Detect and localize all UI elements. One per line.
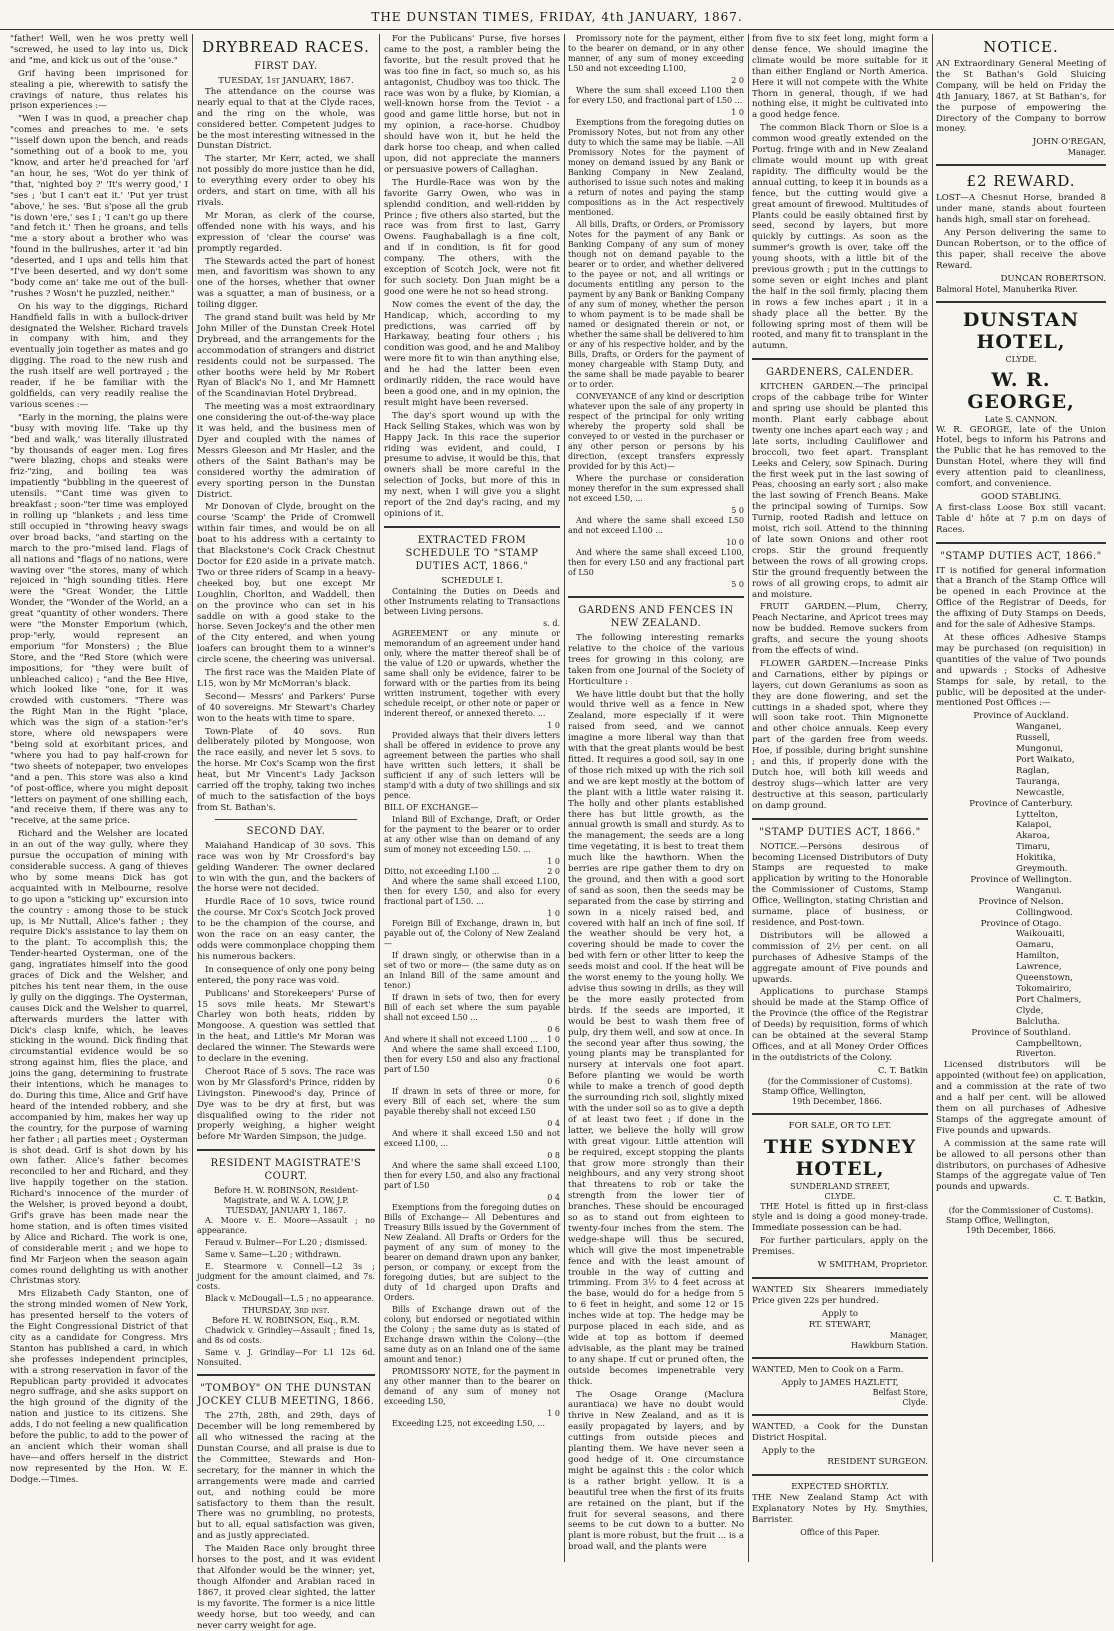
paragraph: The Hurdle-Race was won by the favorite Garry Owen, who was in splendid condition, and well-ridden by Prince ; five others also started, but the race was from first to last, Garry Owens. Faughaballagh is a fine colt, and if in condition, is fit for good company. The others, with the exception of Scotch Jock, were not fit for such society. Don Juan might be a good one were he not so head strong. [384,177,560,297]
paragraph: Distributors will be allowed a commission of 2½ per cent. on all purchases of Adhesive Stamps of the aggregate amount of Five pounds and upwards. [752,930,928,985]
paragraph: Mr Donovan of Clyde, brought on the course 'Scamp' the Pride of Cromwell within fair times, and would be on all boat to his address with a certainty to that Blackstone's Cock Crack Chestnut Doctor for £20 aside in a private match. Two or three riders of Scamp in a heavy-cheeked boy, but one except Mr Loughlin, Chorlton, and Waddell, then on the province who can set in his saddle on with a good stake to the horse. Seven Jockey's and the other men of the City entered, and when young loafers can brought them to a winner's circle scene, the cheering was universal. [197,502,375,666]
duty-item: Foreign Bill of Exchange, drawn in, but payable out of, the Colony of New Zealand— [384,918,560,948]
paragraph: The following interesting remarks relative to the choice of the various trees for growing in this colony, are taken from one Journal of the Society of Horticulture : [568,633,744,687]
paragraph: At these offices Adhesive Stamps may be purchased (on requisition) in quantities of the value of Two pounds and upwards ; Stocks of Adhesive Stamps for sale, by retail, to the public, will be deposited at the under-mentioned Post Offices :— [936,633,1106,709]
apply-to: Apply to the [762,1446,815,1457]
paragraph: The Maiden Race only brought three horses to the post, and it was evident that Alfonder would be the winner; yet, though Alfonder and Arabian raced in 1867, it proved clear sighted, the latter is my favorite. The former is a nice little weedy horse, but too weedy, and can never carry weight for age. [197,1544,375,1631]
column-rule [379,34,380,1562]
paragraph: Second— Messrs' and Parkers' Purse of 40 sovereigns. Mr Stewart's Charley won to the heats with time to spare. [197,691,375,724]
masthead-title: THE DUNSTAN TIMES, FRIDAY, 4th JANUARY, 1867. [371,9,743,24]
court-case: Feraud v. Bulmer—For L.20 ; dismissed. [205,1238,368,1248]
paragraph: Mrs Elizabeth Cady Stanton, one of the strong minded women of New York, has presented herself to the voters of the Eight Congressional District of that city as a candidate for Congress. Mrs Stanton has published a card, in which she professes independent principles, with a strong reservation in favor of the Republican party provided it advocates negro suffrage, and she asks support on the high ground of the dignity of the nation and justice to its citizens. She adds, I do not feeling a new qualification before the public, to add to the power of an ancient which their woman shall have—and offers herself in the district now represented by the Hon. W. E. Dodge.—Times. [10,1289,188,1485]
duty-item: Ditto, not exceeding L100 ... [384,866,500,876]
hotel-address: SUNDERLAND STREET, [790,1181,890,1191]
duty-item: And where the same shall exceed L100, then for every L50, and also any fractional part of L50 [384,1160,560,1190]
hotel-town: CLYDE. [824,1191,856,1201]
paragraph: The grand stand built was held by Mr John Miller of the Dunstan Creek Hotel Drybread, and the arrangements for the accommodation of strangers and district residents could not be surpassed. The other booths were held by Mr Robert Ryan of Black's No 1, and Mr Hamnett of the Scandinavian Hotel Drybread. [197,313,375,400]
article-subheading: SECOND DAY. [246,825,326,837]
divider [752,1277,928,1279]
paragraph: Richard and the Welsher are located in an out of the way gully, where they pursue the occupation of mining with considerable success. A gang of thieves who by some means Dick has got acquainted with in Melbourne, resolve to go upon a "sticking up" excursion into the country : among those to be stuck up, is Mr Nuttall, Alice's father ; they require Dick's assistance to lay them on to the plant. To accomplish this, the Tender-hearted Oysterman, one of the gang, ingratiates himself into the good graces of Dick and the Welsher, and pitches his tent near them, in the ouse ly gully on the diggings. The Oysterman, causes Dick and the Welsher to quarrel, afterwards murders the latter with Dick's clasp knife, which, he leaves sticking in the wound. Dick finding that circumstantial evidence would be so strong against him, flies the place, and joins the gang, determining to frustrate their intentions, which he manages to do. During this time, Alice and Grif have heard of the intended robbery, and she accompanied by him, makes her way up the country, for the purpose of warning her father ; all parties meet ; Oysterman is shot dead. Grif is shot down by his own father. Alice's father becomes reconciled to her and Richard, and they live happily together on the station. Richard's innocence of the murder of the Welsher, is proved beyond a doubt, Grif's grave has been made near the home station, and is often times visited by Alice and Richard. The work is one, of considerable merit ; and we hope to find Mr Farjeon when the season again comes round delighting us with another Christmas story. [10,829,188,1287]
duty-item: And where it shall not exceed L100 ... [384,1034,538,1044]
duty-value: 0 4 [547,1192,560,1202]
duty-row [384,867,560,877]
post-office-list [936,1039,1106,1061]
duty-item: PROMISSORY NOTE, for the payment in any other manner than to the bearer on demand of any sum of money not exceeding L50, [384,1366,560,1406]
duty-value: 1 0 [547,720,560,730]
post-office-item: Russell, [1016,733,1051,744]
paragraph: Publicans' and Storekeepers' Purse of 15 sovs mile heats. Mr Stewart's Charley won both heats, ridden by Mongoose. A question was settled that in the heat, and Little's Mr Moran was declared the winner. The Stewards were to declare in the evening. [197,988,375,1065]
signature: DUNCAN ROBERTSON. [1000,273,1106,284]
column-rule [748,34,749,1562]
paragraph: Grif having been imprisoned for stealing a pie, wherewith to satisfy the cravings of nature, thus relates his prison experiences :— [10,68,188,112]
post-office-item: Tokomairiro, [1016,984,1072,994]
duty-value: 1 0 [547,908,560,918]
paragraph: On his way to the diggings, Richard Handfield falls in with a bullock-driver designated the Welsher. Richard travels in company with him, and they eventually join together as mates and go digging. The road to the new rush and the rush itself are well portrayed ; the reader, if he be familiar with the goldfields, can very readily realise the various scenes :— [10,301,188,410]
duty-row [384,1035,560,1045]
duty-value: 0 4 [547,1118,560,1128]
ad-heading: FOR SALE, OR TO LET. [788,1120,892,1131]
duty-item: Where the sum shall exceed L100 then for every L50, and fractional part of L50 ... [568,86,744,105]
column-4 [568,34,744,1562]
column-rule [564,34,565,1562]
signature-date: 19th December, 1866. [966,1226,1056,1236]
post-office-item: Hamilton, [1016,951,1060,962]
post-office-list [936,929,1106,1027]
signature-place: Stamp Office, Wellington, [762,1086,866,1096]
divider [197,1149,375,1151]
divider [752,1357,928,1359]
ad-heading: "STAMP DUTIES ACT, 1866." [940,550,1102,562]
paragraph: For further particulars, apply on the Premises. [752,1236,928,1258]
duty-item: AGREEMENT or any minute or memorandum of an agreement under hand only, where the matter thereof shall be of the value of L20 or upwards, whether the same shall only be evidence, fairer to be forward with or the parties from its being written instrument, together with every schedule receipt, or other note or paper or inderent thereof, or annexed thereto. ... [384,628,560,718]
post-office-item: Mungonui, [1016,744,1064,755]
divider [752,818,928,820]
post-office-item: Port Waikato, [1016,754,1075,765]
paragraph: The first race was the Maiden Plate of L15, won by Mr McMorran's black. [197,668,375,689]
paragraph: LOST—A Chesnut Horse, branded 8 under mane, stands about fourteen hands high, small star on forehead. [936,193,1106,226]
paragraph: from five to six feet long, might form a dense fence. We should imagine the climate would be more suitable for it than either England or North America. Here it will not compete with the White Thorn in general, though, if we had nothing else, it might be cultivated into a good hedge fence. [752,34,928,121]
post-office-list [936,810,1106,875]
post-office-item: Raglan, [1016,765,1050,776]
paragraph: For the Publicans' Purse, five horses came to the post, a rambler being the favorite, but the result proved that he was too fine in fact, so much so, as his antagonist, Chudboy was too thick. The race was won by a fluke, by Kiomian, a well-known horse from the Teviot - a good and game little horse, but not in my opinion, a race-horse. Chudboy should have won it, but he held the dark horse too cheap, and when called upon, did not appreciate the manners or persuasive powers of Callaghan. [384,34,560,175]
duty-value: 0 6 [547,1076,560,1086]
divider [215,819,357,820]
court-date: TUESDAY, JANUARY 1, 1867. [226,1206,346,1216]
duty-heading: BILL OF EXCHANGE— [384,802,479,812]
proprietor-late: Late S. CANNON. [984,414,1058,424]
dateline: TUESDAY, 1st JANUARY, 1867. [218,76,354,86]
ad-heading: £2 REWARD. [966,172,1076,191]
signature-role: Manager. [1067,148,1106,158]
article-heading: EXTRACTED FROM SCHEDULE TO "STAMP DUTIES ACT, 1866." [405,534,539,572]
post-office-item: Wanganei, [1016,722,1062,733]
paragraph: "Wen I was in quod, a preacher chap "comes and preaches to me. 'e sets "'isself down upon the bench, and reads "something out of a book to me, you "know, and arter he'd preached for 'arf "an hour, he ses, 'Wot do yer think of "that, 'nighted boy ?' 'It's werry good,' I "ses ; 'but I can't eat it.' 'Put yer trust "above,' he ses. 'But s'pose all the grub "is down 'ere,' ses I ; 'I can't go up there "and fetch it.' Then he groans, and tells "me a story about a brother who was "found in the bullrushes, arter it 'ad bin "deserted, and I ups and tells him that "I've been deserted, and wy don't some "body come an' take me out of the bull-"rushes ? Wosn't he puzzled, neither." [10,114,188,299]
divider [568,596,744,598]
paragraph: Cheroot Race of 5 sovs. The race was won by Mr Glassford's Prince, ridden by Livingston. Pinewood's day, Prince of Dye was to be dry at first, but was disqualified owing to the rider not properly weighing, a higher weight before Mr Warden Simpson, the judge. [197,1066,375,1143]
duty-value: 1 0 [731,108,744,117]
duty-value: 5 0 [731,580,744,589]
paragraph: Maiahand Handicap of 30 sovs. This race was won by Mr Crossford's bay gelding Wanderer. The owner declared to win with the gun, and the backers of the horse were not decided. [197,840,375,895]
divider [936,301,1106,303]
duty-item: If drawn in sets of two, then for every Bill of each set where the sum payable shall not exceed L50 ... [384,992,560,1022]
ad-heading: NOTICE. [983,38,1059,56]
post-office-item: Greymouth. [1016,864,1068,875]
signature: C. T. Batkin, [1053,1195,1106,1206]
post-office-item: Port Chalmers, [1016,994,1082,1005]
paragraph: "father! Well, wen he wos pretty well "screwed, he used to lay into us, Dick and "me, and kick us out of the 'ouse." [10,34,188,66]
post-office-item: Lawrence, [1016,962,1062,973]
post-office-list [936,722,1106,798]
duty-item: If drawn in sets of three or more, for every Bill of each set, where the sum payable thereby shall not exceed L50 [384,1086,560,1116]
post-office-item: Waikouaiti, [1016,929,1065,940]
paragraph: NOTICE.—Persons desirous of becoming Licensed Distributors of Duty Stamps are requested to make application by writing to the Honorable the Commissioner of Customs, Stamp Office, Wellington, stating Christian and surname, place of business, or residence, and Post-town. [752,841,928,928]
ad-contact-role: Manager, [889,1330,928,1340]
duty-value: 0 6 [547,1024,560,1034]
duty-value: 10 0 [726,538,744,547]
court-case: Chadwick v. Grindley—Assault ; fined 1s, and 8s od costs. [197,1326,375,1346]
post-office-item: Hokitika, [1016,853,1056,864]
ad-heading: EXPECTED SHORTLY. [791,1482,889,1493]
signature-date: 19th December, 1866. [792,1096,882,1106]
paragraph: A first-class Loose Box still vacant. Table d' hôte at 7 p.m on days of Races. [936,502,1106,535]
paragraph: The day's sport wound up with the Hack Selling Stakes, which was won by Happy Jack. In this race the superior riding was evident, and could, I presume to advise, it would be this, that owners shall be more careful in the selection of Jocks, but more of this in my next, when I will give you a slight report of the 2nd day's racing, and my opinions of it. [384,410,560,519]
duty-value: 1 0 [547,1034,560,1044]
province-heading: Province of Wellington. [970,874,1072,885]
post-office-item: Kaiapoi, [1016,820,1052,831]
signature-role: (for the Commissioner of Customs). [767,1076,913,1086]
paragraph: We have little doubt but that the holly would thrive well as a fence in New Zealand, more especially if it were raised from seed, and we cannot imagine a more liberal way than that with that the great plants would be best fitted. It requires a good soil, say in one of those rich mixed up with the rich soil and we are kept mostly at the bottom of the plant with a little water raising it. The holly and other plants established there has but little growth, as the annual growth is small and sturdy. As to the management, the seeds are a long time vegetating, it is best to treat them much like the hawthorn. When the berries are ripe gather them to dry on the ground, and then with a good sort of sand as soon, then the seeds may be separated from the case by stirring and sown in a nicely raised bed, and covered with half an inch of fine soil. If the weather should be very hot, a covering should be made to cover the bed with fern or other litter to keep the seeds moist and cool. If the heat will be the worst enemy to the young holly. We advise thus sowing in drills, as they will be the more easily protected from birds. If the seeds are imported, it would be best to wash them free of pulp, dry them well, and sow at once. In the second year after thus sowing, the young plants may be transplanted for nursery at intervals one foot apart. Before planting we would be worth while to make a trench of good depth the surrounding rich soil, slightly mixed with the under soil so as to give a depth of at least two feet ; if done in the latter, we believe the holly will grow with great vigour. Little attention will be required, except stopping the plants that grow more strongly than their neighbours, and any very strong shoot that threatens to rob or take the strength from the lower tier of branches. These should be encouraged so as to stand out from eighteen to twenty-four inches from the stem. The wedge-shape will thus be secured, which will give the most impenetrable fence and with the least amount of trouble in the way of cutting and trimming. From 3½ to 4 feet across at the base, would do for a hedge from 5 to 6 feet in height, and some 12 or 15 inches wide at top. The hedge may be purpose placed in each side, and as wide at top as bottom if deemed advisable, as the plant may be trained to any shape. If cut or pruned often, the outside becomes impenetrable very thick. [568,689,744,1387]
duty-item: Promissory note for the payment, either to the bearer on demand, or in any other manner, of any sum of money exceeding L50 and not exceeding L100, [568,34,744,73]
column-3 [384,34,560,1562]
schedule-title: SCHEDULE I. [441,575,503,586]
column-6 [936,34,1106,1562]
post-office-item: Riverton. [1016,1049,1057,1060]
court-case: E. Stearmore v. Connell—L2 3s ; judgment for the amount claimed, and 7s. costs. [197,1262,375,1292]
hotel-name: THE SYDNEY HOTEL, [763,1135,917,1180]
divider [752,1113,928,1115]
paragraph: Town-Plate of 40 sovs. Run deliberately piloted by Mongoose, won the race easily, and never let 5 sovs. to the horse. Mr Cox's Scamp won the first heat, but Mr Vincent's Lady Jackson carried off the trophy, taking two inches of much to the satisfaction of the boys from St. Bathan's. [197,726,375,813]
paragraph: AN Extraordinary General Meeting of the St Bathan's Gold Sluicing Company, will be held on Friday the 4th January, 1867, at St Bathan's, for the purpose of empowering the Directory of the Company to borrow money. [936,59,1106,135]
divider [384,526,560,528]
paragraph: Now comes the event of the day, the Handicap, which, according to my predictions, was carried off by Harkaway, beating four others ; his condition was good, and he and Maliboy were more fit to win than anything else, and he had the latter been even ordinarily ridden, the race would have been a good one, and in my opinion, the result might have been reversed. [384,299,560,408]
court-bench: Before H. W. ROBINSON, Resident-Magistrate, and W. A. LOW, J.P. [213,1186,359,1206]
duty-item: Where the purchase or consideration money therefor in the sum expressed shall not exceed L50, ... [568,474,744,503]
court-date: THURSDAY, 3rd inst. [242,1306,330,1316]
column-rule [932,34,933,1562]
paragraph: The meeting was a most extraordinary one considering the out-of-the-way place it was held, and the business men of Dyer and coupled with the names of Messrs Gleeson and Mr Hasler, and the others of the Saint Bathan's may be considered worthy the admiration of every sporting person in the Dunstan District. [197,402,375,500]
paragraph: "Early in the morning, the plains were "busy with moving life. 'Take up thy "bed and walk,' was literally illustrated "by thousands of eager men. Log fires "were blazing, chops and steaks were friz-"zing, and boiling tea was impatiently "bubbling in the queerest of utensils. "'Cant time was given to breakfast ; soon-"ter time was employed in rolling up "blankets ; and less time still occupied in "throwing heavy swags over broad backs, "and starting on the march to the pro-"mised land. Flags of all nations and "flags of no nations, were waving over "the stores, many of which rejoiced in "high sounding titles. Here were the "Great Wonder, the Little Wonder, the "Wonder of the World, an a great "quantity of other wonders. There were "the Monster Emporium (which, prop-"erly, would represent an emporium "for Monsters) ; the Blue Store, and the "Red Store (which were impositions, for "they were built of unbleached calico) ; "and the Bee Hive, which looked like "one, for it was crowded with customers. "There was the Right Man in the Right "place, which was the sign of a station-"er's store, where old newspapers were "being sold at exorbitant prices, and "where you had to pay half-crown for "two sheets of notepaper, two envelopes "and a pen. This store was also a kind "of post-office, where you might deposit "letters on payment of one shilling each, "and receive them, if there was any to "receive, at the same price. [10,412,189,827]
court-case: Same v. J. Grindlay—For L1 12s 6d. Nonsuited. [197,1348,375,1368]
paragraph: FRUIT GARDEN.—Plum, Cherry, Peach Nectarine, and Apricot trees may now be budded. Remove suckers from grafts, and secure the young shoots from the effects of wind. [752,602,928,657]
duty-value: 0 8 [547,1150,560,1160]
ad-contact-place: Belfast Store, [872,1388,928,1398]
paragraph: FLOWER GARDEN.—Increase Pinks and Carnations, either by pipings or layers, cut down Geraniums as soon as they are done flowering, and set the cuttings in a shaded spot, where they will soon take root. Thin Mignonette and other choice annuals. Keep every part of the garden free from weeds. Hoe, if possible, during bright sunshine ; and this, if properly done with the Dutch hoe, will both kill weeds and destroy slugs—which latter are very destructive at this season, particularly on damp ground. [752,658,928,811]
divider [752,1414,928,1416]
paragraph: The Osage Orange (Maclura aurantiaca) we have no doubt would thrive in New Zealand, and as it is easily propagated by layers, and by cuttings from outside pieces and planting them. We have never seen a good hedge of it. One circumstance might be against this : the color which is a rather bright yellow. It is a beautiful tree when the first of its fruits are retained on the plant, but if the fruit for several seasons, and there seems to be cut down to a butter. No plant is more robust, but the fruit ... is a broad wall, and the plants were [568,1389,744,1553]
province-heading: Province of Canterbury. [969,798,1073,809]
column-2 [197,34,375,1631]
duty-value: 2 0 [731,76,744,85]
signature-role: (for the Commissioner of Customs). [948,1206,1094,1216]
ad-heading: "STAMP DUTIES ACT, 1866." [759,826,921,838]
paragraph: THE Hotel is fitted up in first-class style and is doing a good money-trade. Immediate possession can be had. [752,1201,928,1234]
hotel-town: CLYDE. [1005,354,1037,364]
ad-contact: Apply to JAMES HAZLETT, [781,1377,899,1388]
province-heading: Province of Southland. [971,1027,1071,1038]
paragraph: Licensed distributors will be appointed (without fee) on application, and a commission at the rate of two and a half per cent. will be allowed them on all purchases of Adhesive Stamps of the aggregate amount of Five pounds and upwards. [936,1060,1106,1136]
court-case: Black v. McDougall—L.5 ; no appearance. [205,1294,375,1304]
duty-value: 2 0 [547,866,560,876]
paragraph: KITCHEN GARDEN.—The principal crops of the cabbage tribe for Winter and spring use should be planted this month. Plant early cabbage about twenty one inches apart each way ; and late sorts, including Cauliflower and broccoli, two feet apart. Transplant Leeks and Celery, sow Spinach. During the first week put in the last sowing of Peas, choosing an early sort ; also make the last sowing of French Beans. Make the principal sowing of Turnips. Sow Turnip, rooted Radish and lettuce on moist, rich soil. Attend to the thinning of late sown Onions and other root crops. Stir the ground frequently between the rows of all growing crops. Stir the ground frequently between the rows of all growing crops, to admit air and moisture. [752,382,928,600]
signature: W SMITHAM, Proprietor. [817,1260,928,1271]
duty-item: Bills of Exchange drawn out of the colony, but endorsed or negotiated within the Colony ; the same duty as is stated of Exchange drawn within the Colony—(the same duty as on an Inland one of the same amount and tenor.) [384,1304,560,1364]
court-case: A. Moore v. E. Moore—Assault ; no appearance. [197,1216,375,1236]
duty-item: And where the same shall exceed L100, then for every L50 and any fractional part of L50 [568,548,744,577]
post-office-item: Campbelltown, [1016,1038,1082,1049]
article-heading: GARDENS AND FENCES IN NEW ZEALAND. [578,605,734,629]
column-5 [752,34,928,1562]
duty-item: All bills, Drafts, or Orders, or Promissory Notes for the payment of any Bank or Banking Company of any sum of money though not on demand payable to the bearer or to order, and whether delivered to the payee or not, and all writings or documents entitling any person to the payment by any Bank or Banking Company of any sum of money, whether the person to whom payment is to be made shall be named or designated therein or not, or whether the same shall be delivered to him or any of his respective holder, and by the Bills, Drafts, or Orders for the payment of money chargeable with Stamp Duty, and the same shall be made payable to bearer or to order. [568,220,744,389]
column-1 [10,34,188,1562]
post-office-item: Clyde, [1016,1005,1044,1016]
divider [936,542,1106,544]
duty-units: s. d. [543,618,560,628]
article-subheading: FIRST DAY. [254,61,318,72]
post-office-item: Collingwood. [1016,907,1073,918]
duty-item: Exemptions from the foregoing duties on Bills of Exchange— All Debentures and Treasury Bills issued by the Government of New Zealand. All Drafts or Orders for the payment of any sum of money to the bearer on demand drawn upon any banker, person, or company, or except from the foregoing duties, but are subject to the duty of 1d charged upon Drafts and Orders. [384,1202,560,1302]
duty-item: CONVEYANCE of any kind or description whatever upon the sale of any property in respect of the principal for only writing whereby the property sold shall be conveyed to or vested in the purchaser or any other person or persons by his direction, (except transfers expressly provided for by this Act)— [568,392,744,471]
post-office-item: Newcastle, [1016,787,1065,798]
court-case: Same v. Same—L.20 ; withdrawn. [205,1250,342,1260]
post-office-item: Balclutha. [1016,1016,1061,1027]
duty-value: 5 0 [731,506,744,515]
paragraph: Hurdle Race of 10 sovs, twice round the course. Mr Cox's Scotch Jock proved to be the champion of the course, and won the race on an easy canter, the odds were commonplace chopping them his numerous backers. [197,897,375,962]
paragraph: Mr Moran, as clerk of the course, offended none with his ways, and his expression of 'clear the course' was promptly regarded. [197,210,375,254]
paragraph: Applications to purchase Stamps should be made at the Stamp Office of the Province (the office of the Registrar of Deeds) by requisition, forms of which can be obtained at the several Stamp Offices, and at all Money Order Offices in the outdistricts of the Colony. [752,987,928,1063]
post-office-item: Akaroa, [1016,831,1050,842]
court-bench: Before H. W. ROBINSON, Esq., R.M. [212,1316,360,1326]
duty-item: And where the same shall exceed L50 and not exceed L100 ... [568,516,744,535]
divider [197,1374,375,1376]
duty-item: Inland Bill of Exchange, Draft, or Order for the payment to the bearer or to order at any other wise than on demand of any sum of money not exceeding L50. ... [384,814,560,854]
article-heading: RESIDENT MAGISTRATE'S COURT. [210,1158,362,1183]
paragraph: IT is notified for general information that a Branch of the Stamp Office will be opened in each Province at the Office of the Registrar of Deeds, for the affixing of Duty Stamps on Deeds, and for the sale of Adhesive Stamps. [936,565,1106,631]
duty-item: And where it shall exceed L50 and not exceed L100, ... [384,1128,560,1148]
province-heading: Province of Nelson. [978,896,1064,907]
post-office-list [936,886,1106,897]
duty-item: And where the same shall exceed L100, then for every L50, and also for every fractional part of L50. ... [384,876,560,906]
ad-contact: RT. STEWART, [808,1319,872,1330]
post-office-item: Timaru, [1016,842,1051,853]
paragraph: The Stewards acted the part of honest men, and favoritism was shown to any one of the horses, whether that owner was a squatter, a man of business, or a toiling digger. [197,256,375,311]
proprietor-name: W. R. GEORGE, [967,368,1075,413]
divider [752,358,928,360]
paragraph: The starter, Mr Kerr, acted, we shall not possibly do more justice than he did, to everything every order to obey his orders, and start on time, with all his rivals. [197,154,375,208]
signature: JOHN O'REGAN, [1032,137,1106,148]
post-office-item: Oamaru, [1016,940,1054,951]
article-heading: DRYBREAD RACES. [202,38,370,56]
ad-contact-town: Clyde. [902,1398,928,1408]
column-rule [192,34,193,1562]
divider [936,164,1106,166]
post-office-item: Wanganui. [1016,885,1062,896]
masthead [0,4,1114,30]
post-office-list [936,908,1106,919]
duty-value: 1 0 [547,1408,560,1418]
wanted-ad: WANTED, Men to Cook on a Farm. [752,1364,904,1375]
province-heading: Province of Auckland. [973,711,1069,722]
duty-item: If drawn singly, or otherwise than in a set of two or more— (the same duty as on an Inland Bill of the same amount and tenor.) [384,950,560,990]
paragraph: THE New Zealand Stamp Act with Explanatory Notes by Hy. Smythies, Barrister. [752,1492,928,1525]
wanted-ad: WANTED Six Shearers immediately Price given 22s per hundred. [752,1285,928,1306]
paragraph: In consequence of only one pony being entered, the pony race was void. [197,964,375,986]
schedule-intro: Containing the Duties on Deeds and other Instruments relating to Transactions between Living persons. [384,586,560,616]
paragraph: W. R. GEORGE, late of the Union Hotel, begs to inform his Patrons and the Public that he has removed to the Dunstan Hotel, where they will find every attention paid to cleanliness, comfort, and convenience. [936,424,1106,490]
paragraph: Any Person delivering the same to Duncan Robertson, or to the office of this paper, shall receive the above Reward. [936,227,1106,271]
signature-place: Balmoral Hotel, Manuherika River. [936,284,1078,294]
wanted-ad: WANTED, a Cook for the Dunstan District Hospital. [752,1422,928,1444]
office-note: Office of this Paper. [800,1527,880,1537]
ad-subheading: GOOD STABLING. [980,491,1062,502]
post-office-item: Queenstown, [1016,973,1073,984]
paragraph: The 27th, 28th, and 29th, days of December will be long remembered by all who witnessed the racing at the Dunstan Course, and all praise is due to the Committee, Stewards and Hon-secretary, for the manner in which the arrangements were made and carried out, and nothing could be more satisfactory to them than the result. There was no grumbling, no protests, but to all, equal satisfaction was given, and as justly appreciated. [197,1411,375,1542]
apply-to: Apply to [821,1308,859,1319]
article-heading: "TOMBOY" ON THE DUNSTAN JOCKEY CLUB MEETING, 1866. [197,1383,375,1408]
duty-item: Exceeding L25, not exceeding L50, ... [392,1418,545,1428]
post-office-item: Tauranga, [1016,776,1060,787]
paragraph: The attendance on the course was nearly equal to that at the Clyde races, and the ring on the whole, was considered better. Competent judges to be the most interesting witnessed in the Dunstan District. [197,86,375,152]
ad-contact: RESIDENT SURGEON. [827,1457,928,1468]
ad-contact-place: Hawkburn Station. [851,1340,928,1350]
duty-value: 1 0 [547,856,560,866]
divider [752,1474,928,1476]
duty-item: Exemptions from the foregoing duties on Promissory Notes, but not from any other duty to which the same may be liable. —All Promissory Notes for the payment of money on demand issued by any Bank or Banking Company in New Zealand, authorised to issue such notes and making a return of notes and paying the stamp compositions as in the Act respectively mentioned. [568,118,744,217]
post-office-item: Lyttelton, [1016,809,1059,820]
province-heading: Province of Otago. [980,918,1062,929]
paragraph: The common Black Thorn or Sloe is a common wood greatly extended on the Portug. fringe with and in New Zealand climate would mount up with great rapidity. The difficulty would be the annual cutting, to keep it in bounds as a fence, but the cutting would give a great amount of firewood. Multitudes of Plants could be easily obtained first by seed, second by layers, but more quickly by cuttings. As soon as the summer's growth is over, take off the young shoots, with a little bit of the previous growth ; put in the cuttings to some seven or eight inches and plant the half in the soil firmly, placing them in rows a few inches apart ; it in a shady place all the better. By the following spring most of them will be rooted, and many fit to transplant in the autumn. [752,123,928,352]
signature: C. T. Batkin [877,1065,928,1076]
paragraph: A commission at the same rate will be allowed to all persons other than distributors, on purchases of Adhesive Stamps of the aggregate value of Ten pounds and upwards. [936,1138,1106,1193]
hotel-name: DUNSTAN HOTEL, [962,308,1080,353]
duty-item: And where the same shall exceed L100, then for every L50 and also any fractional part of L50 [384,1044,560,1074]
signature-place: Stamp Office, Wellington, [946,1216,1050,1226]
duty-item: Provided always that their divers letters shall be offered in evidence to prove any agreement between the parties who shall have written such letters, it shall be sufficient if any of such letters will be stamp'd with a duty of two shillings and six pence. [384,730,560,800]
article-heading: GARDENERS, CALENDER. [765,367,915,379]
